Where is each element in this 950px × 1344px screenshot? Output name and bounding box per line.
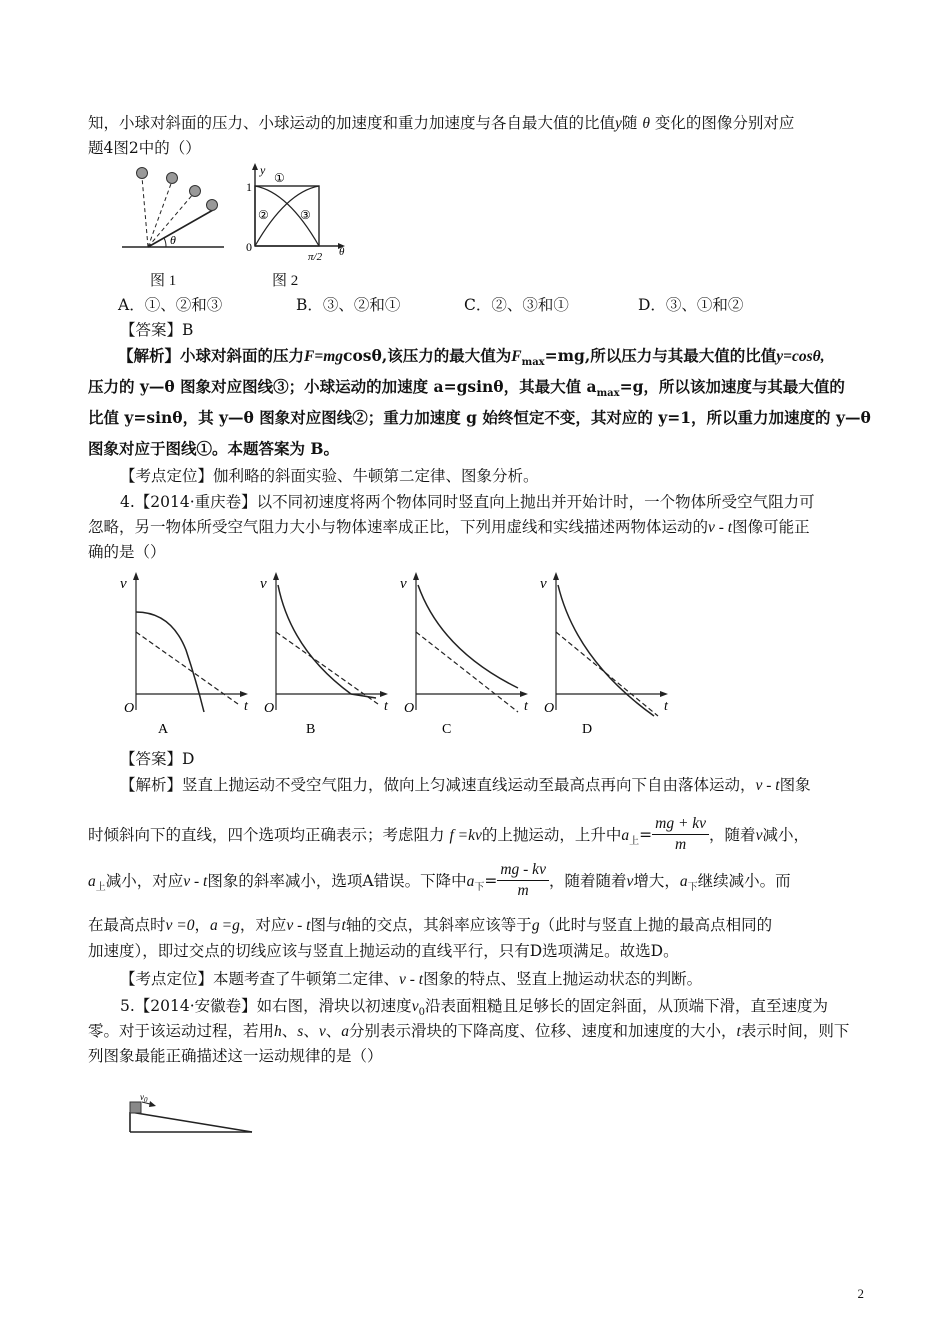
svg-text:v: v [260, 576, 267, 592]
intro-line-1: 知，小球对斜面的压力、小球运动的加速度和重力加速度与各自最大值的比值y随 θ 变化的图像分别对应 [88, 114, 795, 132]
q5-line-2: 零。对于该运动过程，若用h、s、v、a分别表示滑块的下降高度、位移、速度和加速度的大小，t表示时间，则下 [88, 1022, 850, 1040]
q4-answer: 【答案】D [120, 750, 195, 768]
svg-text:1: 1 [246, 180, 252, 194]
svg-text:t: t [664, 699, 668, 714]
svg-text:②: ② [258, 208, 269, 222]
svg-text:v: v [120, 576, 127, 592]
q4-graph-a [116, 570, 256, 740]
q3-analysis-line-1: 【解析】小球对斜面的压力F=mgcosθ,该压力的最大值为$F_{max}=mg$,所以压力与其最大值的比值y=cosθ, [118, 346, 825, 369]
fig1-theta: θ [170, 233, 176, 247]
svg-text:y: y [260, 163, 266, 177]
q4-graph-b [256, 570, 396, 740]
q3-analysis-line-2: 压力的 y—θ 图象对应图线③；小球运动的加速度 a=gsinθ，其最大值 $a_{max}=g$，所以该加速度与其最大值的 [88, 377, 845, 400]
svg-text:C: C [442, 722, 452, 737]
option-a: A．①、②和③ [118, 296, 223, 314]
svg-text:①: ① [274, 171, 285, 185]
figure-2-graph [238, 162, 348, 262]
option-b: B．③、②和① [296, 296, 401, 314]
svg-text:A: A [158, 722, 169, 737]
q3-kaodian: 【考点定位】伽利略的斜面实验、牛顿第二定律、图象分析。 [120, 467, 539, 485]
q5-incline-figure [124, 1092, 259, 1138]
svg-text:O: O [264, 701, 275, 716]
q5-line-1: 5.【2014·安徽卷】如右图，滑块以初速度$v_0$沿表面粗糙且足够长的固定斜面，从顶端下滑，直至速度为 [120, 997, 828, 1019]
svg-text:t: t [244, 699, 248, 714]
svg-text:v: v [540, 576, 547, 592]
svg-text:0: 0 [246, 240, 252, 254]
q4-analysis-line-4: 在最高点时v =0，a =g，对应v - t图与t轴的交点，其斜率应该等于g（此时与竖直上抛的最高点相同的 [88, 916, 773, 934]
svg-text:③: ③ [300, 208, 311, 222]
q4-graph-d [536, 570, 676, 740]
q3-analysis-line-4: 图象对应于图线①。本题答案为 B。 [88, 439, 339, 458]
q4-analysis-line-1: 【解析】竖直上抛运动不受空气阻力，做向上匀减速直线运动至最高点再向下自由落体运动，v - t图象 [120, 776, 811, 794]
svg-text:B: B [306, 722, 316, 737]
svg-text:O: O [404, 701, 415, 716]
page-number: 2 [857, 1286, 864, 1301]
q4-line-3: 确的是（） [88, 543, 166, 561]
svg-text:θ: θ [339, 246, 345, 258]
svg-text:π/2: π/2 [308, 251, 323, 263]
q4-analysis-line-5: 加速度），即过交点的切线应该与竖直上抛运动的直线平行，只有D选项满足。故选D。 [88, 942, 679, 960]
figure-2-caption: 图 2 [272, 273, 299, 289]
intro-line-2: 题4图2中的（） [88, 139, 201, 157]
svg-text:v0: $v_0$ [140, 1092, 148, 1104]
q4-graph-c [396, 570, 536, 740]
q4-analysis-line-2: 时倾斜向下的直线，四个选项均正确表示；考虑阻力 f =kv的上抛运动，上升中$a_上=$ $\frac{mg + kv}{m}$ ，随着v减小， [88, 814, 809, 853]
option-c: C．②、③和① [464, 296, 569, 314]
svg-text:D: D [582, 722, 593, 737]
q5-line-3: 列图象最能正确描述这一运动规律的是（） [88, 1047, 383, 1065]
q3-analysis-line-3: 比值 y=sinθ，其 y—θ 图象对应图线②；重力加速度 g 始终恒定不变，其对应的 y=1，所以重力加速度的 y—θ [88, 408, 871, 427]
q4-line-1: 4.【2014·重庆卷】以不同初速度将两个物体同时竖直向上抛出并开始计时，一个物体所受空气阻力可 [120, 493, 815, 511]
svg-text:t: t [524, 699, 528, 714]
q3-answer: 【答案】B [120, 321, 194, 339]
q4-analysis-line-3: $a_上$减小，对应v - t图象的斜率减小，选项A错误。下降中$a_下=$ $\frac{mg - kv}{m}$ ，随着随着v增大，$a_下$继续减小。而 [88, 860, 791, 899]
q4-line-2: 忽略，另一物体所受空气阻力大小与物体速率成正比，下列用虚线和实线描述两物体运动的v - t图像可能正 [88, 518, 810, 536]
option-d: D．③、①和② [638, 296, 744, 314]
q4-kaodian: 【考点定位】本题考查了牛顿第二定律、v - t图象的特点、竖直上抛运动状态的判断。 [120, 970, 703, 988]
svg-text:v: v [400, 576, 407, 592]
svg-text:O: O [124, 701, 135, 716]
svg-text:t: t [384, 699, 388, 714]
svg-text:O: O [544, 701, 555, 716]
figure-1-incline [118, 165, 228, 250]
figure-1-caption: 图 1 [150, 273, 177, 289]
